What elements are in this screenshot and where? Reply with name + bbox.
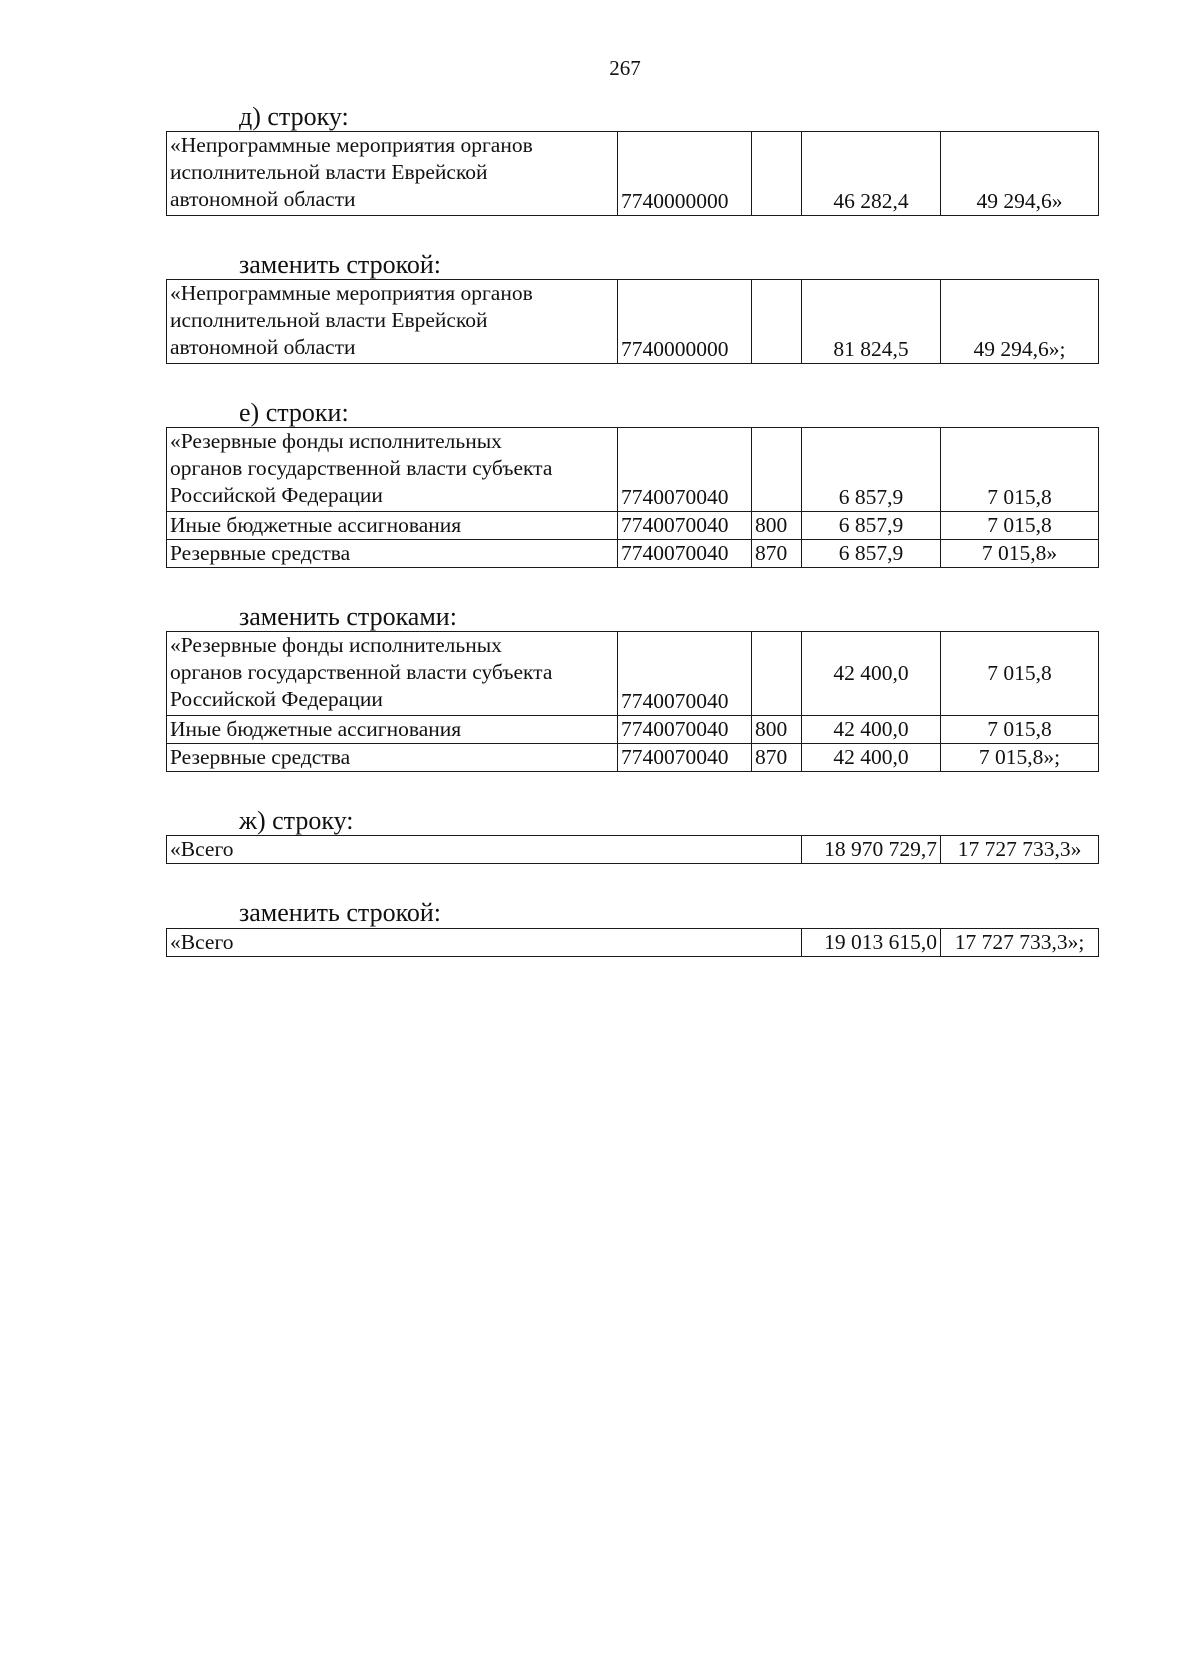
table-row <box>167 836 1099 864</box>
row-code-cell: 7740070040 <box>618 540 752 568</box>
row-name-line: исполнительной власти Еврейской <box>170 308 488 332</box>
table-row <box>167 716 1099 744</box>
row-sum1-cell: 81 824,5 <box>802 280 941 364</box>
row-sum2-cell: 17 727 733,3»; <box>941 929 1099 957</box>
row-sum2-cell: 7 015,8 <box>941 428 1099 512</box>
row-name-cell: Иные бюджетные ассигнования <box>167 512 618 540</box>
table-row <box>167 132 1099 216</box>
row-code-cell: 7740070040 <box>618 744 752 772</box>
row-name-cell <box>167 132 618 216</box>
table-row <box>167 540 1099 568</box>
row-code-cell: 7740070040 <box>618 632 752 716</box>
table-row <box>167 632 1099 716</box>
row-name-cell: «Всего <box>167 929 802 957</box>
section-d-original-table <box>166 131 1099 216</box>
row-name-cell: Иные бюджетные ассигнования <box>167 716 618 744</box>
row-code-cell: 7740070040 <box>618 428 752 512</box>
row-code-cell: 7740000000 <box>618 132 752 216</box>
row-vr-cell: 870 <box>752 744 802 772</box>
row-sum2-cell: 49 294,6» <box>941 132 1099 216</box>
row-name-line: исполнительной власти Еврейской <box>170 160 488 184</box>
table-row <box>167 512 1099 540</box>
table-row <box>167 428 1099 512</box>
row-code-cell: 7740070040 <box>618 716 752 744</box>
row-sum2-cell: 7 015,8 <box>941 512 1099 540</box>
row-vr-cell: 800 <box>752 512 802 540</box>
row-sum2-cell: 7 015,8»; <box>941 744 1099 772</box>
row-sum2-cell: 7 015,8» <box>941 540 1099 568</box>
row-name-line: автономной области <box>170 335 356 359</box>
section-zh-replace-heading: заменить строкой: <box>239 898 442 927</box>
row-sum1-cell: 42 400,0 <box>802 716 941 744</box>
row-name-cell <box>167 280 618 364</box>
row-sum1-cell: 42 400,0 <box>802 632 941 716</box>
row-sum1-cell: 19 013 615,0 <box>802 929 941 957</box>
row-name-line: «Резервные фонды исполнительных <box>170 429 502 453</box>
row-name-cell: Резервные средства <box>167 744 618 772</box>
row-vr-cell <box>752 132 802 216</box>
row-name-cell: Резервные средства <box>167 540 618 568</box>
row-vr-cell <box>752 280 802 364</box>
row-sum2-cell: 7 015,8 <box>941 716 1099 744</box>
section-zh-replacement-table <box>166 928 1099 957</box>
row-name-line: «Непрограммные мероприятия органов <box>170 281 533 305</box>
row-sum2-cell: 7 015,8 <box>941 632 1099 716</box>
row-vr-cell: 800 <box>752 716 802 744</box>
section-e-heading: е) строки: <box>239 398 349 427</box>
row-vr-cell: 870 <box>752 540 802 568</box>
row-code-cell: 7740070040 <box>618 512 752 540</box>
section-zh-original-table <box>166 835 1099 864</box>
row-sum2-cell: 49 294,6»; <box>941 280 1099 364</box>
row-name-cell <box>167 632 618 716</box>
section-e-replace-heading: заменить строками: <box>239 602 457 631</box>
table-row <box>167 280 1099 364</box>
row-sum1-cell: 6 857,9 <box>802 512 941 540</box>
row-sum1-cell: 18 970 729,7 <box>802 836 941 864</box>
section-d-heading: д) строку: <box>239 102 349 131</box>
row-sum1-cell: 46 282,4 <box>802 132 941 216</box>
section-e-replacement-table <box>166 631 1099 772</box>
table-row <box>167 929 1099 957</box>
row-name-line: Российской Федерации <box>170 483 383 507</box>
row-name-line: органов государственной власти субъекта <box>170 456 553 480</box>
row-name-line: «Резервные фонды исполнительных <box>170 633 502 657</box>
row-code-cell: 7740000000 <box>618 280 752 364</box>
row-name-cell <box>167 428 618 512</box>
row-name-line: Российской Федерации <box>170 687 383 711</box>
row-sum1-cell: 6 857,9 <box>802 540 941 568</box>
row-name-line: «Непрограммные мероприятия органов <box>170 133 533 157</box>
page-number: 267 <box>609 56 641 80</box>
row-name-line: автономной области <box>170 187 356 211</box>
row-name-cell: «Всего <box>167 836 802 864</box>
row-sum1-cell: 42 400,0 <box>802 744 941 772</box>
table-row <box>167 744 1099 772</box>
row-vr-cell <box>752 428 802 512</box>
section-zh-heading: ж) строку: <box>239 806 354 835</box>
section-e-original-table <box>166 427 1099 568</box>
row-sum2-cell: 17 727 733,3» <box>941 836 1099 864</box>
row-sum1-cell: 6 857,9 <box>802 428 941 512</box>
row-vr-cell <box>752 632 802 716</box>
section-d-replace-heading: заменить строкой: <box>239 250 442 279</box>
section-d-replacement-table <box>166 279 1099 364</box>
row-name-line: органов государственной власти субъекта <box>170 660 553 684</box>
